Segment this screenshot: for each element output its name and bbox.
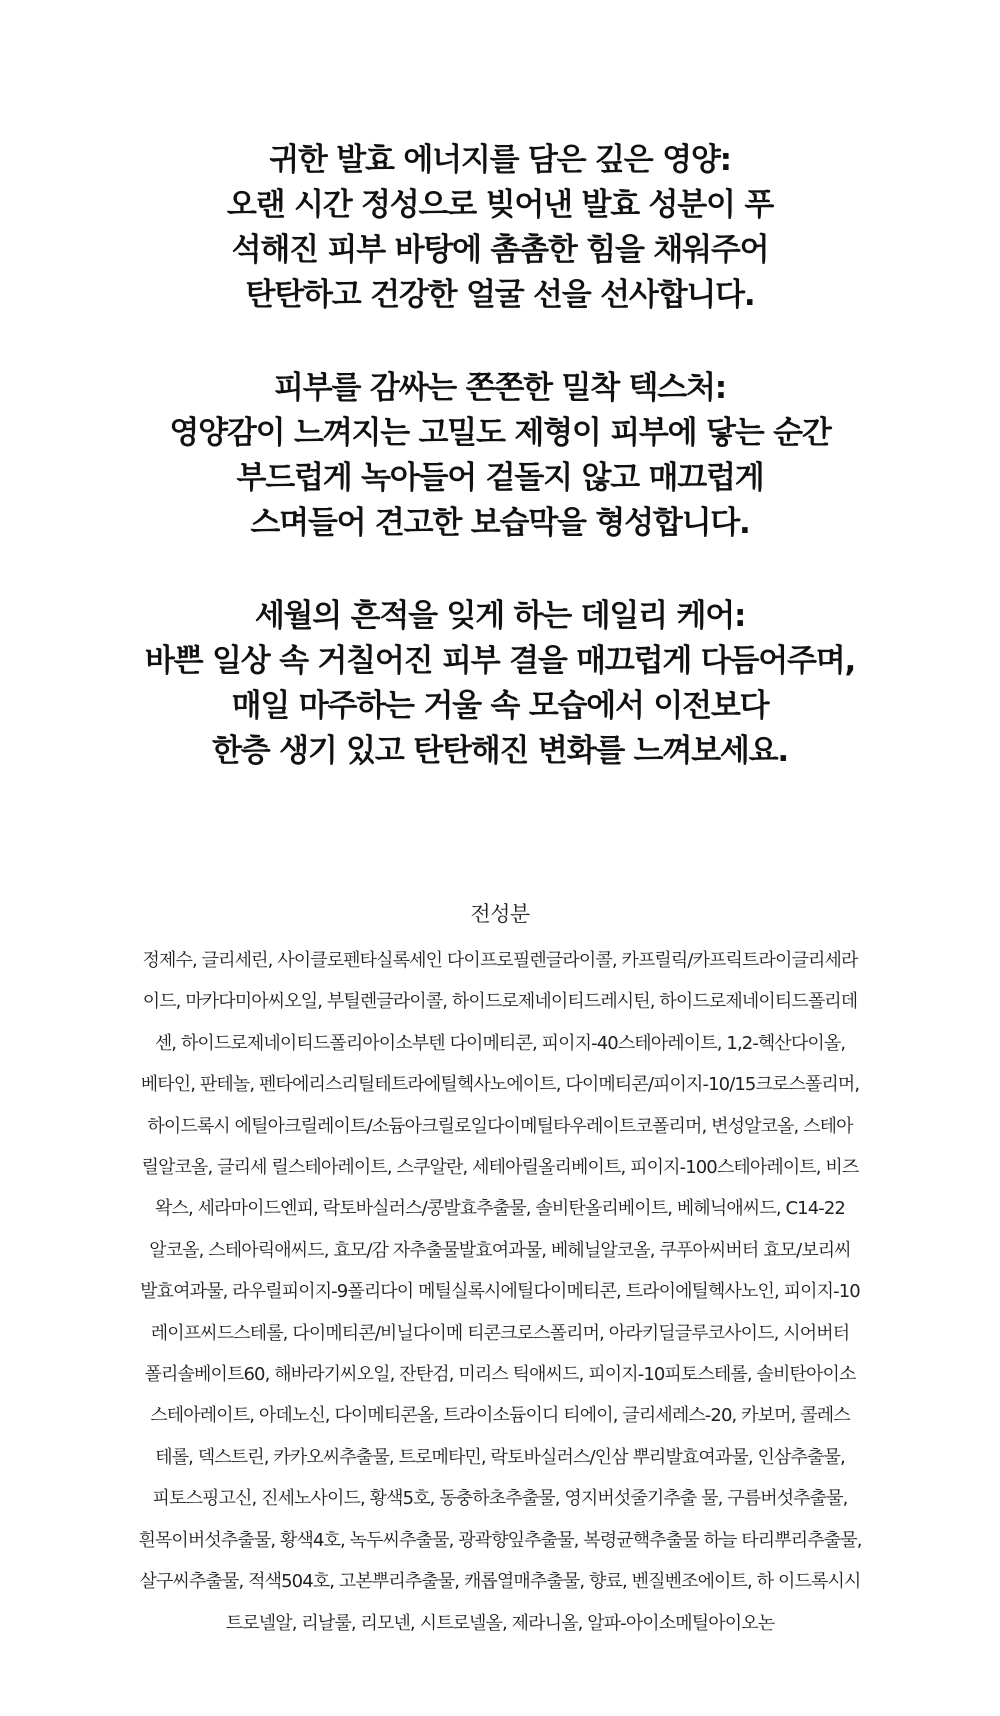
ingredients-list — [0, 940, 1000, 1644]
ingredients-block — [0, 898, 1000, 1644]
ingredient-line: 레이프씨드스테롤, 다이메티콘/비닐다이메 티콘크로스폴리머, 아라키딜글루코사이드, 시어버터 — [150, 1322, 850, 1344]
ingredient-line: 알코올, 스테아릭애씨드, 효모/감 자추출물발효여과물, 베헤닐알코올, 쿠푸아씨버터 효모/보리씨 — [149, 1239, 851, 1261]
intro-copy — [0, 138, 1000, 822]
section-text-line: 영양감이 느껴지는 고밀도 제형이 피부에 닿는 순간 — [169, 415, 831, 451]
ingredient-line: 릴알코올, 글리세 릴스테아레이트, 스쿠알란, 세테아릴올리베이트, 피이지-100스테아레이트, 비즈 — [141, 1157, 859, 1179]
section-text-line: 한층 생기 있고 탄탄해진 변화를 느껴보세요. — [212, 733, 788, 769]
texture-section — [0, 366, 1000, 546]
ingredients-title: 전성분 — [470, 902, 530, 926]
ingredient-line: 스테아레이트, 아데노신, 다이메티콘올, 트라이소듐이디 티에이, 글리세레스-20, 카보머, 콜레스 — [150, 1405, 850, 1427]
ingredient-line: 왁스, 세라마이드엔피, 락토바실러스/콩발효추출물, 솔비탄올리베이트, 베헤닉애씨드, C14-22 — [155, 1198, 845, 1220]
nourishment-section — [0, 138, 1000, 318]
section-text-line: 바쁜 일상 속 거칠어진 피부 결을 매끄럽게 다듬어주며, — [144, 643, 856, 679]
section-text-line: 매일 마주하는 거울 속 모습에서 이전보다 — [231, 688, 769, 724]
ingredient-line: 정제수, 글리세린, 사이클로펜타실록세인 다이프로필렌글라이콜, 카프릴릭/카프릭트라이글리세라 — [142, 950, 858, 971]
section-heading: 귀한 발효 에너지를 담은 깊은 영양: — [269, 142, 731, 178]
ingredient-line: 흰목이버섯추출물, 황색4호, 녹두씨추출물, 광곽향잎추출물, 복령균핵추출물 하늘 타리뿌리추출물, — [138, 1529, 862, 1551]
ingredient-line: 피토스핑고신, 진세노사이드, 황색5호, 동충하초추출물, 영지버섯줄기추출 물, 구름버섯추출물, — [152, 1488, 848, 1510]
ingredient-line: 센, 하이드로제네이티드폴리아이소부텐 다이메티콘, 피이지-40스테아레이트, 1,2-헥산다이올, — [154, 1032, 846, 1054]
ingredient-line: 발효여과물, 라우릴피이지-9폴리다이 메틸실록시에틸다이메티콘, 트라이에틸헥사노인, 피이지-10 — [140, 1281, 860, 1303]
ingredient-line: 트로넬알, 리날룰, 리모넨, 시트로넬올, 제라니올, 알파-아이소메틸아이오논 — [225, 1612, 775, 1634]
ingredient-line: 하이드록시 에틸아크릴레이트/소듐아크릴로일다이메틸타우레이트코폴리머, 변성알코올, 스테아 — [147, 1115, 853, 1137]
ingredient-line: 폴리솔베이트60, 해바라기씨오일, 잔탄검, 미리스 틱애씨드, 피이지-10피토스테롤, 솔비탄아이소 — [144, 1364, 856, 1386]
ingredient-line: 베타인, 판테놀, 펜타에리스리틸테트라에틸헥사노에이트, 다이메티콘/피이지-10/15크로스폴리머, — [140, 1074, 860, 1096]
section-text-line: 석해진 피부 바탕에 촘촘한 힘을 채워주어 — [231, 232, 769, 268]
ingredient-line: 테롤, 덱스트린, 카카오씨추출물, 트로메타민, 락토바실러스/인삼 뿌리발효여과물, 인삼추출물, — [155, 1446, 845, 1468]
ingredient-line: 살구씨추출물, 적색504호, 고본뿌리추출물, 캐롭열매추출물, 향료, 벤질벤조에이트, 하 이드록시시 — [139, 1571, 861, 1593]
daily-care-section — [0, 594, 1000, 774]
section-heading: 피부를 감싸는 쫀쫀한 밀착 텍스처: — [273, 370, 726, 406]
section-text-line: 부드럽게 녹아들어 겉돌지 않고 매끄럽게 — [236, 460, 764, 496]
ingredient-line: 이드, 마카다미아씨오일, 부틸렌글라이콜, 하이드로제네이티드레시틴, 하이드로제네이티드폴리데 — [142, 991, 858, 1013]
section-text-line: 스며들어 견고한 보습막을 형성합니다. — [250, 505, 750, 541]
section-text-line: 탄탄하고 건강한 얼굴 선을 선사합니다. — [245, 277, 755, 313]
section-text-line: 오랜 시간 정성으로 빚어낸 발효 성분이 푸 — [226, 187, 774, 223]
section-heading: 세월의 흔적을 잊게 하는 데일리 케어: — [254, 598, 746, 634]
